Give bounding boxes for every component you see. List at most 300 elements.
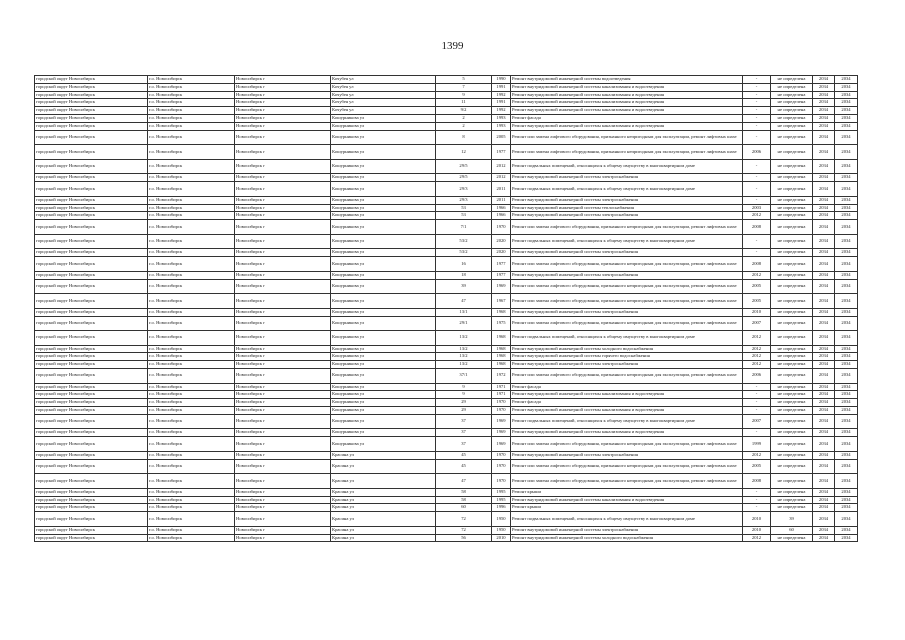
plan-end-cell: 2034 bbox=[835, 308, 858, 316]
cost-cell: не определена bbox=[771, 279, 813, 294]
street-cell: Кошурникова ул bbox=[331, 249, 436, 257]
plan-end-cell: 2034 bbox=[835, 331, 858, 346]
locality-cell: Новосибирск г bbox=[235, 534, 331, 542]
district-cell: городской округ Новосибирск bbox=[35, 399, 148, 407]
house-number-cell: 60 bbox=[436, 504, 492, 512]
year-cell: 1977 bbox=[492, 145, 511, 160]
year-cell: 1995 bbox=[492, 488, 511, 496]
plan-end-cell: 2034 bbox=[835, 271, 858, 279]
year-cell: 2011 bbox=[492, 196, 511, 204]
street-cell: Кочубея ул bbox=[331, 99, 436, 107]
plan-start-cell: 2034 bbox=[813, 145, 835, 160]
work-type-cell: Ремонт внутридомовой инженерной системы электроснабжения bbox=[511, 451, 743, 459]
plan-start-cell: 2034 bbox=[813, 526, 835, 534]
municipality-cell: г.о. Новосибирск bbox=[148, 107, 235, 115]
district-cell: городской округ Новосибирск bbox=[35, 130, 148, 145]
plan-start-cell: 2034 bbox=[813, 474, 835, 489]
district-cell: городской округ Новосибирск bbox=[35, 182, 148, 197]
work-type-cell: Ремонт внутридомовой инженерной системы электроснабжения bbox=[511, 196, 743, 204]
last-repair-year-cell: - bbox=[743, 114, 771, 122]
street-cell: Кошурникова ул bbox=[331, 399, 436, 407]
locality-cell: Новосибирск г bbox=[235, 114, 331, 122]
plan-start-cell: 2034 bbox=[813, 130, 835, 145]
cost-cell: не определена bbox=[771, 257, 813, 272]
plan-end-cell: 2034 bbox=[835, 130, 858, 145]
plan-end-cell: 2034 bbox=[835, 383, 858, 391]
plan-end-cell: 2034 bbox=[835, 345, 858, 353]
municipality-cell: г.о. Новосибирск bbox=[148, 130, 235, 145]
cost-cell: 60 bbox=[771, 526, 813, 534]
locality-cell: Новосибирск г bbox=[235, 361, 331, 369]
cost-cell: не определена bbox=[771, 429, 813, 437]
locality-cell: Новосибирск г bbox=[235, 145, 331, 160]
cost-cell: не определена bbox=[771, 316, 813, 331]
house-number-cell: 37 bbox=[436, 437, 492, 452]
municipality-cell: г.о. Новосибирск bbox=[148, 534, 235, 542]
house-number-cell: 29 bbox=[436, 399, 492, 407]
year-cell: 1969 bbox=[492, 279, 511, 294]
house-number-cell: 37/1 bbox=[436, 369, 492, 384]
year-cell: 1969 bbox=[492, 429, 511, 437]
last-repair-year-cell: - bbox=[743, 107, 771, 115]
street-cell: Кошурникова ул bbox=[331, 196, 436, 204]
locality-cell: Новосибирск г bbox=[235, 496, 331, 504]
house-number-cell: 5 bbox=[436, 76, 492, 84]
district-cell: городской округ Новосибирск bbox=[35, 353, 148, 361]
street-cell: Красина ул bbox=[331, 512, 436, 527]
street-cell: Кошурникова ул bbox=[331, 159, 436, 174]
street-cell: Кочубея ул bbox=[331, 107, 436, 115]
table-row bbox=[35, 414, 858, 429]
district-cell: городской округ Новосибирск bbox=[35, 249, 148, 257]
year-cell: 1968 bbox=[492, 361, 511, 369]
year-cell: 1996 bbox=[492, 504, 511, 512]
house-number-cell: 45 bbox=[436, 451, 492, 459]
last-repair-year-cell: 2012 bbox=[743, 331, 771, 346]
street-cell: Красина ул bbox=[331, 459, 436, 474]
cost-cell: не определена bbox=[771, 220, 813, 235]
house-number-cell: 72 bbox=[436, 526, 492, 534]
last-repair-year-cell: 2008 bbox=[743, 257, 771, 272]
house-number-cell: 45 bbox=[436, 459, 492, 474]
district-cell: городской округ Новосибирск bbox=[35, 257, 148, 272]
last-repair-year-cell: 2006 bbox=[743, 369, 771, 384]
cost-cell: не определена bbox=[771, 353, 813, 361]
street-cell: Кошурникова ул bbox=[331, 130, 436, 145]
district-cell: городской округ Новосибирск bbox=[35, 429, 148, 437]
year-cell: 1992 bbox=[492, 107, 511, 115]
district-cell: городской округ Новосибирск bbox=[35, 512, 148, 527]
street-cell: Кошурникова ул bbox=[331, 182, 436, 197]
year-cell: 1990 bbox=[492, 76, 511, 84]
cost-cell: не определена bbox=[771, 130, 813, 145]
last-repair-year-cell: 2008 bbox=[743, 220, 771, 235]
plan-end-cell: 2034 bbox=[835, 414, 858, 429]
work-type-cell: Ремонт или замена лифтового оборудования, признанного непригодным для эксплуатации, ремонт лифтовых шахт bbox=[511, 437, 743, 452]
table-body bbox=[35, 76, 858, 542]
plan-start-cell: 2034 bbox=[813, 316, 835, 331]
locality-cell: Новосибирск г bbox=[235, 83, 331, 91]
street-cell: Кошурникова ул bbox=[331, 353, 436, 361]
street-cell: Кошурникова ул bbox=[331, 345, 436, 353]
last-repair-year-cell: 2012 bbox=[743, 271, 771, 279]
locality-cell: Новосибирск г bbox=[235, 212, 331, 220]
table-row bbox=[35, 220, 858, 235]
house-number-cell: 8 bbox=[436, 130, 492, 145]
house-number-cell: 7/1 bbox=[436, 220, 492, 235]
district-cell: городской округ Новосибирск bbox=[35, 196, 148, 204]
locality-cell: Новосибирск г bbox=[235, 308, 331, 316]
work-type-cell: Ремонт внутридомовой инженерной системы электроснабжения bbox=[511, 249, 743, 257]
locality-cell: Новосибирск г bbox=[235, 294, 331, 309]
municipality-cell: г.о. Новосибирск bbox=[148, 512, 235, 527]
district-cell: городской округ Новосибирск bbox=[35, 369, 148, 384]
plan-end-cell: 2034 bbox=[835, 107, 858, 115]
municipality-cell: г.о. Новосибирск bbox=[148, 526, 235, 534]
municipality-cell: г.о. Новосибирск bbox=[148, 399, 235, 407]
work-type-cell: Ремонт подвальных помещений, относящихся к общему имуществу в многоквартирном доме bbox=[511, 182, 743, 197]
house-number-cell: 9/2 bbox=[436, 107, 492, 115]
plan-end-cell: 2034 bbox=[835, 212, 858, 220]
year-cell: 1992 bbox=[492, 91, 511, 99]
work-type-cell: Ремонт внутридомовой инженерной системы электроснабжения bbox=[511, 271, 743, 279]
district-cell: городской округ Новосибирск bbox=[35, 204, 148, 212]
district-cell: городской округ Новосибирск bbox=[35, 107, 148, 115]
table-row bbox=[35, 459, 858, 474]
table-row bbox=[35, 91, 858, 99]
work-type-cell: Ремонт внутридомовой инженерной системы электроснабжения bbox=[511, 526, 743, 534]
plan-start-cell: 2034 bbox=[813, 83, 835, 91]
locality-cell: Новосибирск г bbox=[235, 391, 331, 399]
plan-start-cell: 2034 bbox=[813, 459, 835, 474]
locality-cell: Новосибирск г bbox=[235, 437, 331, 452]
table-row bbox=[35, 345, 858, 353]
house-number-cell: 2 bbox=[436, 122, 492, 130]
plan-start-cell: 2034 bbox=[813, 76, 835, 84]
last-repair-year-cell: 2010 bbox=[743, 526, 771, 534]
street-cell: Кошурникова ул bbox=[331, 279, 436, 294]
locality-cell: Новосибирск г bbox=[235, 414, 331, 429]
municipality-cell: г.о. Новосибирск bbox=[148, 76, 235, 84]
municipality-cell: г.о. Новосибирск bbox=[148, 383, 235, 391]
plan-start-cell: 2034 bbox=[813, 399, 835, 407]
street-cell: Кошурникова ул bbox=[331, 331, 436, 346]
plan-start-cell: 2034 bbox=[813, 294, 835, 309]
year-cell: 1991 bbox=[492, 83, 511, 91]
work-type-cell: Ремонт или замена лифтового оборудования, признанного непригодным для эксплуатации, ремонт лифтовых шахт bbox=[511, 316, 743, 331]
cost-cell: не определена bbox=[771, 159, 813, 174]
locality-cell: Новосибирск г bbox=[235, 220, 331, 235]
work-type-cell: Ремонт внутридомовой инженерной системы теплоснабжения bbox=[511, 204, 743, 212]
plan-end-cell: 2034 bbox=[835, 399, 858, 407]
plan-start-cell: 2034 bbox=[813, 122, 835, 130]
district-cell: городской округ Новосибирск bbox=[35, 114, 148, 122]
street-cell: Кошурникова ул bbox=[331, 414, 436, 429]
last-repair-year-cell: 2012 bbox=[743, 345, 771, 353]
cost-cell: не определена bbox=[771, 76, 813, 84]
year-cell: 1995 bbox=[492, 496, 511, 504]
year-cell: 1950 bbox=[492, 512, 511, 527]
plan-start-cell: 2034 bbox=[813, 114, 835, 122]
last-repair-year-cell: - bbox=[743, 399, 771, 407]
locality-cell: Новосибирск г bbox=[235, 130, 331, 145]
street-cell: Кошурникова ул bbox=[331, 122, 436, 130]
locality-cell: Новосибирск г bbox=[235, 474, 331, 489]
plan-start-cell: 2034 bbox=[813, 196, 835, 204]
plan-end-cell: 2034 bbox=[835, 99, 858, 107]
table-row bbox=[35, 391, 858, 399]
locality-cell: Новосибирск г bbox=[235, 407, 331, 415]
municipality-cell: г.о. Новосибирск bbox=[148, 220, 235, 235]
district-cell: городской округ Новосибирск bbox=[35, 159, 148, 174]
plan-start-cell: 2034 bbox=[813, 496, 835, 504]
house-number-cell: 29/3 bbox=[436, 182, 492, 197]
municipality-cell: г.о. Новосибирск bbox=[148, 451, 235, 459]
year-cell: 1970 bbox=[492, 220, 511, 235]
locality-cell: Новосибирск г bbox=[235, 331, 331, 346]
plan-start-cell: 2034 bbox=[813, 331, 835, 346]
municipality-cell: г.о. Новосибирск bbox=[148, 99, 235, 107]
table-row bbox=[35, 361, 858, 369]
plan-start-cell: 2034 bbox=[813, 353, 835, 361]
cost-cell: не определена bbox=[771, 361, 813, 369]
district-cell: городской округ Новосибирск bbox=[35, 83, 148, 91]
municipality-cell: г.о. Новосибирск bbox=[148, 196, 235, 204]
plan-end-cell: 2034 bbox=[835, 369, 858, 384]
municipality-cell: г.о. Новосибирск bbox=[148, 145, 235, 160]
house-number-cell: 53 bbox=[436, 204, 492, 212]
cost-cell: не определена bbox=[771, 99, 813, 107]
locality-cell: Новосибирск г bbox=[235, 249, 331, 257]
district-cell: городской округ Новосибирск bbox=[35, 294, 148, 309]
plan-end-cell: 2034 bbox=[835, 204, 858, 212]
street-cell: Кочубея ул bbox=[331, 91, 436, 99]
district-cell: городской округ Новосибирск bbox=[35, 99, 148, 107]
house-number-cell: 47 bbox=[436, 294, 492, 309]
table-row bbox=[35, 271, 858, 279]
plan-end-cell: 2034 bbox=[835, 488, 858, 496]
table-row bbox=[35, 145, 858, 160]
municipality-cell: г.о. Новосибирск bbox=[148, 361, 235, 369]
work-type-cell: Ремонт или замена лифтового оборудования, признанного непригодным для эксплуатации, ремонт лифтовых шахт bbox=[511, 369, 743, 384]
table-row bbox=[35, 437, 858, 452]
work-type-cell: Ремонт крыши bbox=[511, 488, 743, 496]
cost-cell: не определена bbox=[771, 399, 813, 407]
year-cell: 1968 bbox=[492, 345, 511, 353]
locality-cell: Новосибирск г bbox=[235, 451, 331, 459]
work-type-cell: Ремонт внутридомовой инженерной системы канализования и водоотведения bbox=[511, 99, 743, 107]
street-cell: Красина ул bbox=[331, 488, 436, 496]
year-cell: 1969 bbox=[492, 414, 511, 429]
municipality-cell: г.о. Новосибирск bbox=[148, 391, 235, 399]
plan-start-cell: 2034 bbox=[813, 107, 835, 115]
municipality-cell: г.о. Новосибирск bbox=[148, 294, 235, 309]
work-type-cell: Ремонт внутридомовой инженерной системы канализования и водоотведения bbox=[511, 122, 743, 130]
table-row bbox=[35, 249, 858, 257]
house-number-cell: 56 bbox=[436, 534, 492, 542]
table-row bbox=[35, 308, 858, 316]
municipality-cell: г.о. Новосибирск bbox=[148, 316, 235, 331]
street-cell: Кошурникова ул bbox=[331, 316, 436, 331]
house-number-cell: 53/2 bbox=[436, 234, 492, 249]
plan-end-cell: 2034 bbox=[835, 257, 858, 272]
work-type-cell: Ремонт подвальных помещений, относящихся к общему имуществу в многоквартирном доме bbox=[511, 512, 743, 527]
year-cell: 2012 bbox=[492, 159, 511, 174]
year-cell: 1970 bbox=[492, 451, 511, 459]
house-number-cell: 9 bbox=[436, 91, 492, 99]
plan-start-cell: 2034 bbox=[813, 279, 835, 294]
plan-end-cell: 2034 bbox=[835, 361, 858, 369]
district-cell: городской округ Новосибирск bbox=[35, 174, 148, 182]
year-cell: 1971 bbox=[492, 391, 511, 399]
municipality-cell: г.о. Новосибирск bbox=[148, 414, 235, 429]
district-cell: городской округ Новосибирск bbox=[35, 526, 148, 534]
plan-start-cell: 2034 bbox=[813, 414, 835, 429]
municipality-cell: г.о. Новосибирск bbox=[148, 182, 235, 197]
house-number-cell: 58 bbox=[436, 488, 492, 496]
street-cell: Кошурникова ул bbox=[331, 361, 436, 369]
year-cell: 1991 bbox=[492, 99, 511, 107]
street-cell: Кошурникова ул bbox=[331, 294, 436, 309]
last-repair-year-cell: - bbox=[743, 234, 771, 249]
district-cell: городской округ Новосибирск bbox=[35, 361, 148, 369]
table-row bbox=[35, 99, 858, 107]
cost-cell: не определена bbox=[771, 504, 813, 512]
municipality-cell: г.о. Новосибирск bbox=[148, 488, 235, 496]
plan-end-cell: 2034 bbox=[835, 249, 858, 257]
street-cell: Кошурникова ул bbox=[331, 429, 436, 437]
plan-start-cell: 2034 bbox=[813, 451, 835, 459]
locality-cell: Новосибирск г bbox=[235, 512, 331, 527]
last-repair-year-cell: 2005 bbox=[743, 279, 771, 294]
locality-cell: Новосибирск г bbox=[235, 174, 331, 182]
locality-cell: Новосибирск г bbox=[235, 429, 331, 437]
year-cell: 2010 bbox=[492, 534, 511, 542]
street-cell: Кочубея ул bbox=[331, 83, 436, 91]
plan-start-cell: 2034 bbox=[813, 212, 835, 220]
plan-start-cell: 2034 bbox=[813, 534, 835, 542]
house-number-cell: 53 bbox=[436, 212, 492, 220]
municipality-cell: г.о. Новосибирск bbox=[148, 114, 235, 122]
locality-cell: Новосибирск г bbox=[235, 279, 331, 294]
table-row bbox=[35, 512, 858, 527]
last-repair-year-cell: - bbox=[743, 182, 771, 197]
year-cell: 2020 bbox=[492, 234, 511, 249]
cost-cell: не определена bbox=[771, 182, 813, 197]
table-row bbox=[35, 130, 858, 145]
plan-end-cell: 2034 bbox=[835, 316, 858, 331]
district-cell: городской округ Новосибирск bbox=[35, 534, 148, 542]
district-cell: городской округ Новосибирск bbox=[35, 145, 148, 160]
house-number-cell: 13/2 bbox=[436, 353, 492, 361]
plan-start-cell: 2034 bbox=[813, 257, 835, 272]
table-row bbox=[35, 496, 858, 504]
plan-start-cell: 2034 bbox=[813, 99, 835, 107]
plan-end-cell: 2034 bbox=[835, 159, 858, 174]
year-cell: 1968 bbox=[492, 308, 511, 316]
work-type-cell: Ремонт фасада bbox=[511, 383, 743, 391]
cost-cell: не определена bbox=[771, 114, 813, 122]
last-repair-year-cell: 2003 bbox=[743, 204, 771, 212]
work-type-cell: Ремонт внутридомовой инженерной системы канализования и водоотведения bbox=[511, 391, 743, 399]
year-cell: 1967 bbox=[492, 294, 511, 309]
table-row bbox=[35, 451, 858, 459]
cost-cell: 39 bbox=[771, 512, 813, 527]
locality-cell: Новосибирск г bbox=[235, 345, 331, 353]
work-type-cell: Ремонт крыши bbox=[511, 504, 743, 512]
year-cell: 1969 bbox=[492, 437, 511, 452]
municipality-cell: г.о. Новосибирск bbox=[148, 407, 235, 415]
cost-cell: не определена bbox=[771, 122, 813, 130]
locality-cell: Новосибирск г bbox=[235, 257, 331, 272]
plan-end-cell: 2034 bbox=[835, 114, 858, 122]
plan-start-cell: 2034 bbox=[813, 488, 835, 496]
municipality-cell: г.о. Новосибирск bbox=[148, 429, 235, 437]
work-type-cell: Ремонт фасада bbox=[511, 399, 743, 407]
last-repair-year-cell: 2010 bbox=[743, 308, 771, 316]
cost-cell: не определена bbox=[771, 196, 813, 204]
year-cell: 1968 bbox=[492, 331, 511, 346]
last-repair-year-cell: - bbox=[743, 122, 771, 130]
work-type-cell: Ремонт внутридомовой инженерной системы канализования и водоотведения bbox=[511, 91, 743, 99]
district-cell: городской округ Новосибирск bbox=[35, 212, 148, 220]
municipality-cell: г.о. Новосибирск bbox=[148, 437, 235, 452]
last-repair-year-cell: 2005 bbox=[743, 459, 771, 474]
year-cell: 1970 bbox=[492, 474, 511, 489]
house-number-cell: 2 bbox=[436, 114, 492, 122]
district-cell: городской округ Новосибирск bbox=[35, 391, 148, 399]
cost-cell: не определена bbox=[771, 331, 813, 346]
district-cell: городской округ Новосибирск bbox=[35, 437, 148, 452]
municipality-cell: г.о. Новосибирск bbox=[148, 91, 235, 99]
work-type-cell: Ремонт или замена лифтового оборудования, признанного непригодным для эксплуатации, ремонт лифтовых шахт bbox=[511, 459, 743, 474]
house-number-cell: 37 bbox=[436, 414, 492, 429]
plan-start-cell: 2034 bbox=[813, 361, 835, 369]
plan-end-cell: 2034 bbox=[835, 83, 858, 91]
table-row bbox=[35, 204, 858, 212]
table-row bbox=[35, 526, 858, 534]
plan-start-cell: 2034 bbox=[813, 437, 835, 452]
last-repair-year-cell: - bbox=[743, 496, 771, 504]
municipality-cell: г.о. Новосибирск bbox=[148, 504, 235, 512]
table-row bbox=[35, 212, 858, 220]
plan-end-cell: 2034 bbox=[835, 534, 858, 542]
locality-cell: Новосибирск г bbox=[235, 99, 331, 107]
table-row bbox=[35, 196, 858, 204]
municipality-cell: г.о. Новосибирск bbox=[148, 369, 235, 384]
work-type-cell: Ремонт внутридомовой инженерной системы канализования и водоотведения bbox=[511, 107, 743, 115]
work-type-cell: Ремонт внутридомовой инженерной системы электроснабжения bbox=[511, 174, 743, 182]
district-cell: городской округ Новосибирск bbox=[35, 383, 148, 391]
municipality-cell: г.о. Новосибирск bbox=[148, 174, 235, 182]
municipality-cell: г.о. Новосибирск bbox=[148, 122, 235, 130]
plan-end-cell: 2034 bbox=[835, 145, 858, 160]
plan-end-cell: 2034 bbox=[835, 526, 858, 534]
cost-cell: не определена bbox=[771, 437, 813, 452]
plan-start-cell: 2034 bbox=[813, 159, 835, 174]
last-repair-year-cell: - bbox=[743, 391, 771, 399]
district-cell: городской округ Новосибирск bbox=[35, 459, 148, 474]
street-cell: Кошурникова ул bbox=[331, 220, 436, 235]
last-repair-year-cell: 1999 bbox=[743, 437, 771, 452]
municipality-cell: г.о. Новосибирск bbox=[148, 212, 235, 220]
plan-start-cell: 2034 bbox=[813, 429, 835, 437]
plan-start-cell: 2034 bbox=[813, 220, 835, 235]
work-type-cell: Ремонт внутридомовой инженерной системы электроснабжения bbox=[511, 361, 743, 369]
table-row bbox=[35, 182, 858, 197]
plan-end-cell: 2034 bbox=[835, 279, 858, 294]
table-row bbox=[35, 383, 858, 391]
